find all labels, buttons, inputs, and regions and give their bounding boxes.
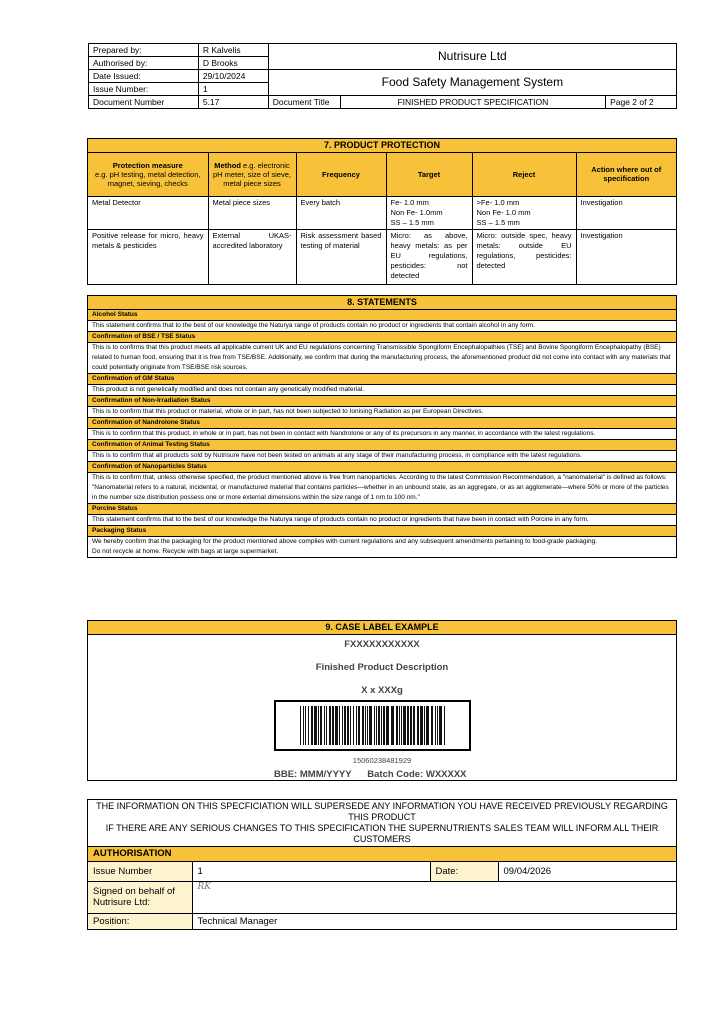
statement-animal-testing (88, 440, 676, 462)
col-method-bold: Method (214, 160, 241, 170)
label-bbe-line (274, 769, 467, 780)
statement-text: This statement confirms that to the best of our knowledge the Naturya range of products contain no product or ingredients that contain alcohol in any form. (88, 321, 676, 332)
statement-heading: Porcine Status (88, 504, 676, 515)
issue-number-value: 1 (198, 83, 268, 96)
document-title-label: Document Title (268, 96, 340, 109)
authorisation-section (87, 799, 677, 930)
date-issued-value: 29/10/2024 (198, 70, 268, 83)
date-issued-label: Date Issued: (89, 70, 199, 83)
auth-issue-number-label: Issue Number (88, 862, 192, 881)
col-target-label: Target (417, 169, 441, 179)
statement-text: This is to confirm that all products sold by Nutrisure have not been tested on animals at any stage of their manufacturing process, in compliance with the latest regulations. (88, 451, 676, 462)
document-number-value: 5.17 (198, 96, 268, 109)
auth-position-value: Technical Manager (192, 913, 676, 929)
row2-reject: Micro: outside spec, heavy metals: outside EU regulations, pesticides: detected (472, 229, 576, 284)
row1-frequency: Every batch (296, 196, 386, 229)
row1-measure: Metal Detector (88, 196, 208, 229)
notice-line-1: THE INFORMATION ON THIS SPECFICIATION WILL SUPERSEDE ANY INFORMATION YOU HAVE RECEIVED PREVIOUSLY REGARDING THIS PRODUCT (96, 801, 668, 822)
auth-position-label: Position: (88, 913, 192, 929)
supersede-notice (88, 800, 676, 847)
document-header (88, 43, 677, 109)
row1-reject-ss: SS – 1.5 mm (476, 217, 520, 227)
prepared-by-value: R Kalvelis (198, 44, 268, 57)
col-protection-measure-rest: e.g. pH testing, metal detection, magnet, sieving, checks (95, 169, 201, 188)
statement-nandrolone (88, 418, 676, 440)
row1-method: Metal piece sizes (208, 196, 296, 229)
col-method-rest: e.g. electronic pH meter, size of sieve, metal piece sizes (213, 160, 291, 188)
case-label-title: 9. CASE LABEL EXAMPLE (88, 621, 676, 635)
row1-reject (472, 196, 576, 229)
col-action-label: Action where out of specification (591, 165, 662, 184)
row2-frequency: Risk assessment based testing of material (296, 229, 386, 284)
barcode-bars (276, 702, 469, 749)
row2-action: Investigation (576, 229, 676, 284)
document-title-value: FINISHED PRODUCT SPECIFICATION (340, 96, 605, 109)
document-number-label: Document Number (89, 96, 199, 109)
col-frequency-label: Frequency (322, 169, 360, 179)
authorised-by-value: D Brooks (198, 57, 268, 70)
statement-alcohol (88, 310, 676, 332)
label-bbe: BBE: MMM/YYYY (274, 769, 352, 780)
statements-title: 8. STATEMENTS (88, 296, 676, 310)
statement-heading: Confirmation of Non-Irradiation Status (88, 396, 676, 407)
barcode-icon (274, 700, 471, 751)
statement-heading: Confirmation of BSE / TSE Status (88, 332, 676, 343)
label-weight: X x XXXg (361, 685, 403, 696)
auth-date-value: 09/04/2026 (498, 862, 676, 881)
auth-signed-label: Signed on behalf of Nutrisure Ltd: (88, 881, 192, 913)
col-protection-measure (88, 153, 208, 196)
statement-text: This is to confirms that this product meets all applicable current UK and EU regulations concerning Transmissible Spongiform Encephalopathies (TSE) and Bovine Spongiform Encephalopathy (BSE) related to human food, ensuring that it is free from TSE/BSE. Additionally, we confirm that during the manufacturing process, the aforementioned product did not come into contact with any materials that could potentially originate from TSE/BSE risk sources. (88, 343, 676, 374)
barcode-number: 15060238481929 (352, 756, 412, 765)
col-action (576, 153, 676, 196)
table-row (88, 229, 676, 284)
prepared-by-label: Prepared by: (89, 44, 199, 57)
col-reject (472, 153, 576, 196)
statement-packaging (88, 526, 676, 557)
statements-section (87, 295, 677, 558)
product-protection-table (88, 153, 676, 284)
label-batch-code: Batch Code: WXXXXX (367, 769, 467, 780)
case-label-image (88, 635, 676, 780)
row1-target-ss: SS – 1.5 mm (390, 217, 434, 227)
notice-line-2: IF THERE ARE ANY SERIOUS CHANGES TO THIS SPECIFICATION THE SUPERNUTRIENTS SALES TEAM WILL INFORM ALL THEIR CUSTOMERS (105, 823, 659, 844)
case-label-section (87, 620, 677, 781)
statement-text: This is to confirm that this product or material, whole or in part, has not been subjected to Ionising Radiation as per European Directives. (88, 407, 676, 418)
statement-heading: Confirmation of Nanoparticles Status (88, 462, 676, 473)
system-name: Food Safety Management System (268, 70, 676, 96)
col-frequency (296, 153, 386, 196)
row1-action: Investigation (576, 196, 676, 229)
col-target (386, 153, 472, 196)
auth-signature: RK (192, 881, 676, 913)
row1-target-fe: Fe- 1.0 mm (390, 197, 429, 207)
packaging-recycle-text: Do not recycle at home. Recycle with bags at large supermarket. (92, 548, 279, 555)
page-number: Page 2 of 2 (606, 96, 677, 109)
auth-date-label: Date: (430, 862, 498, 881)
label-product-code: FXXXXXXXXXXX (344, 639, 420, 650)
company-name: Nutrisure Ltd (268, 44, 676, 70)
authorised-by-label: Authorised by: (89, 57, 199, 70)
statement-text: This statement confirms that to the best of our knowledge the Naturya range of products contain no product or ingredients that have been in contact with Porcine in any form. (88, 515, 676, 526)
row1-target-nonfe: Non Fe- 1.0mm (390, 207, 443, 217)
statement-porcine (88, 504, 676, 526)
statement-nanoparticles (88, 462, 676, 504)
statement-bse-tse (88, 332, 676, 374)
statement-gm (88, 374, 676, 396)
col-protection-measure-bold: Protection measure (112, 160, 183, 170)
issue-number-label: Issue Number: (89, 83, 199, 96)
row1-reject-fe: >Fe- 1.0 mm (476, 197, 520, 207)
statement-text: This product is not genetically modified and does not contain any genetically modified material. (88, 385, 676, 396)
row2-target: Micro: as above, heavy metals: as per EU regulations, pesticides: not detected (386, 229, 472, 284)
product-protection-section (87, 138, 677, 285)
col-reject-label: Reject (512, 169, 536, 179)
col-method (208, 153, 296, 196)
row1-target (386, 196, 472, 229)
row1-reject-nonfe: Non Fe- 1.0 mm (476, 207, 531, 217)
statement-heading: Packaging Status (88, 526, 676, 537)
authorisation-title: AUTHORISATION (88, 847, 676, 862)
statement-heading: Alcohol Status (88, 310, 676, 321)
auth-issue-number-value: 1 (192, 862, 430, 881)
statement-text: This is to confirm that, unless otherwise specified, the product mentioned above is free from nanoparticles. According to the latest Commission Recommendation, a "nanomaterial" is defined as follows: "Nanomaterial refers to a natural, incidental, or manufactured material that contains particles—whether in an unbound state, as an aggregate, or as an agglomerate—where 50% or more of the particles in the number size distribution possess one or more external dimensions within the size range of 1 nm to 100 nm." (88, 473, 676, 504)
packaging-text: We hereby confirm that the packaging for the product mentioned above complies with current regulations and any subsequent amendments pertaining to food-grade packaging. (92, 538, 598, 545)
product-protection-title: 7. PRODUCT PROTECTION (88, 139, 676, 153)
statement-text (88, 537, 676, 557)
row2-measure: Positive release for micro, heavy metals & pesticides (88, 229, 208, 284)
statement-heading: Confirmation of Animal Testing Status (88, 440, 676, 451)
statement-heading: Confirmation of Nandrolone Status (88, 418, 676, 429)
authorisation-table (88, 862, 676, 929)
label-product-description: Finished Product Description (315, 662, 449, 673)
table-row (88, 196, 676, 229)
statement-text: This is to confirm that this product, in whole or in part, has not been in contact with Nandrolone or any of its precursors in any manner, in accordance with the latest regulations. (88, 429, 676, 440)
statement-heading: Confirmation of GM Status (88, 374, 676, 385)
row2-method: External UKAS-accredited laboratory (208, 229, 296, 284)
statement-irradiation (88, 396, 676, 418)
